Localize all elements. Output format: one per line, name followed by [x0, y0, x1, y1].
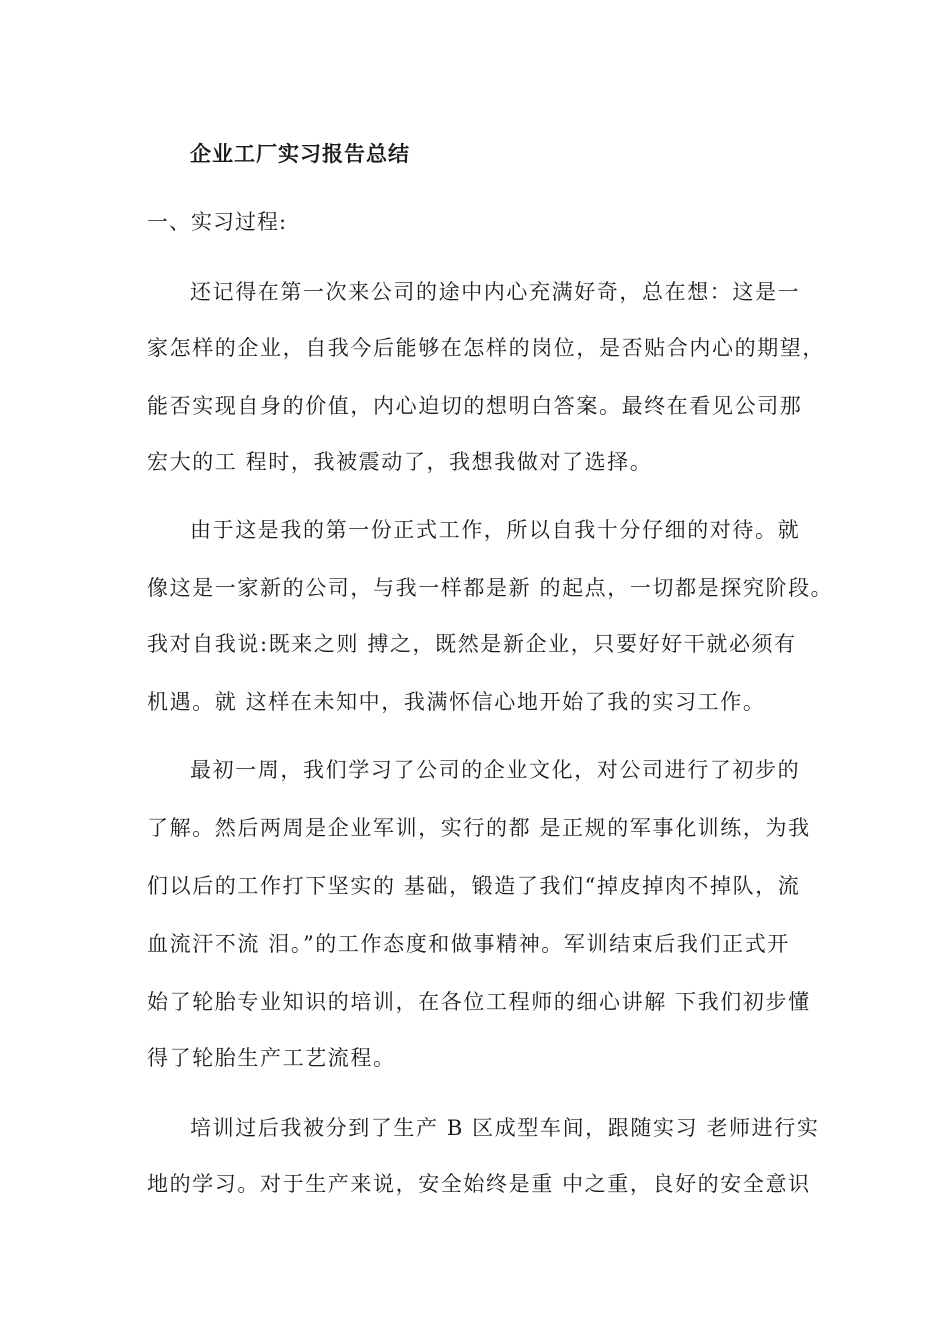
paragraph-line: 机遇。就 这样在未知中，我满怀信心地开始了我的实习工作。: [147, 690, 766, 714]
paragraph-line: 血流汗不流 泪。”的工作态度和做事精神。军训结束后我们正式开: [147, 932, 790, 956]
paragraph-line: 得了轮胎生产工艺流程。: [147, 1046, 396, 1070]
paragraph-line: 始了轮胎专业知识的培训，在各位工程师的细心讲解 下我们初步懂: [147, 990, 811, 1014]
paragraph-line: 们以后的工作打下坚实的 基础，锻造了我们“掉皮掉肉不掉队，流: [147, 874, 801, 898]
paragraph-line: 还记得在第一次来公司的途中内心充满好奇，总在想：这是一: [190, 280, 801, 304]
paragraph-line: 由于这是我的第一份正式工作，所以自我十分仔细的对待。就: [190, 518, 801, 542]
paragraph-line: 宏大的工 程时，我被震动了，我想我做对了选择。: [147, 450, 653, 474]
paragraph-line: 像这是一家新的公司，与我一样都是新 的起点，一切都是探究阶段。: [147, 576, 834, 600]
paragraph-line: 家怎样的企业，自我今后能够在怎样的岗位，是否贴合内心的期望，: [147, 336, 825, 360]
paragraph-line: 我对自我说:既来之则 搏之，既然是新企业，只要好好干就必须有: [147, 632, 797, 656]
paragraph-line: 最初一周，我们学习了公司的企业文化，对公司进行了初步的: [190, 758, 801, 782]
paragraph-line: 培训过后我被分到了生产 B 区成型车间，跟随实习 老师进行实: [190, 1116, 820, 1140]
section-heading: 一、实习过程:: [147, 210, 288, 234]
paragraph-line: 了解。然后两周是企业军训，实行的都 是正规的军事化训练，为我: [147, 816, 811, 840]
paragraph-line: 能否实现自身的价值，内心迫切的想明白答案。最终在看见公司那: [147, 394, 803, 418]
paragraph-line: 地的学习。对于生产来说，安全始终是重 中之重，良好的安全意识: [147, 1172, 811, 1196]
document-title: 企业工厂实习报告总结: [190, 141, 410, 166]
